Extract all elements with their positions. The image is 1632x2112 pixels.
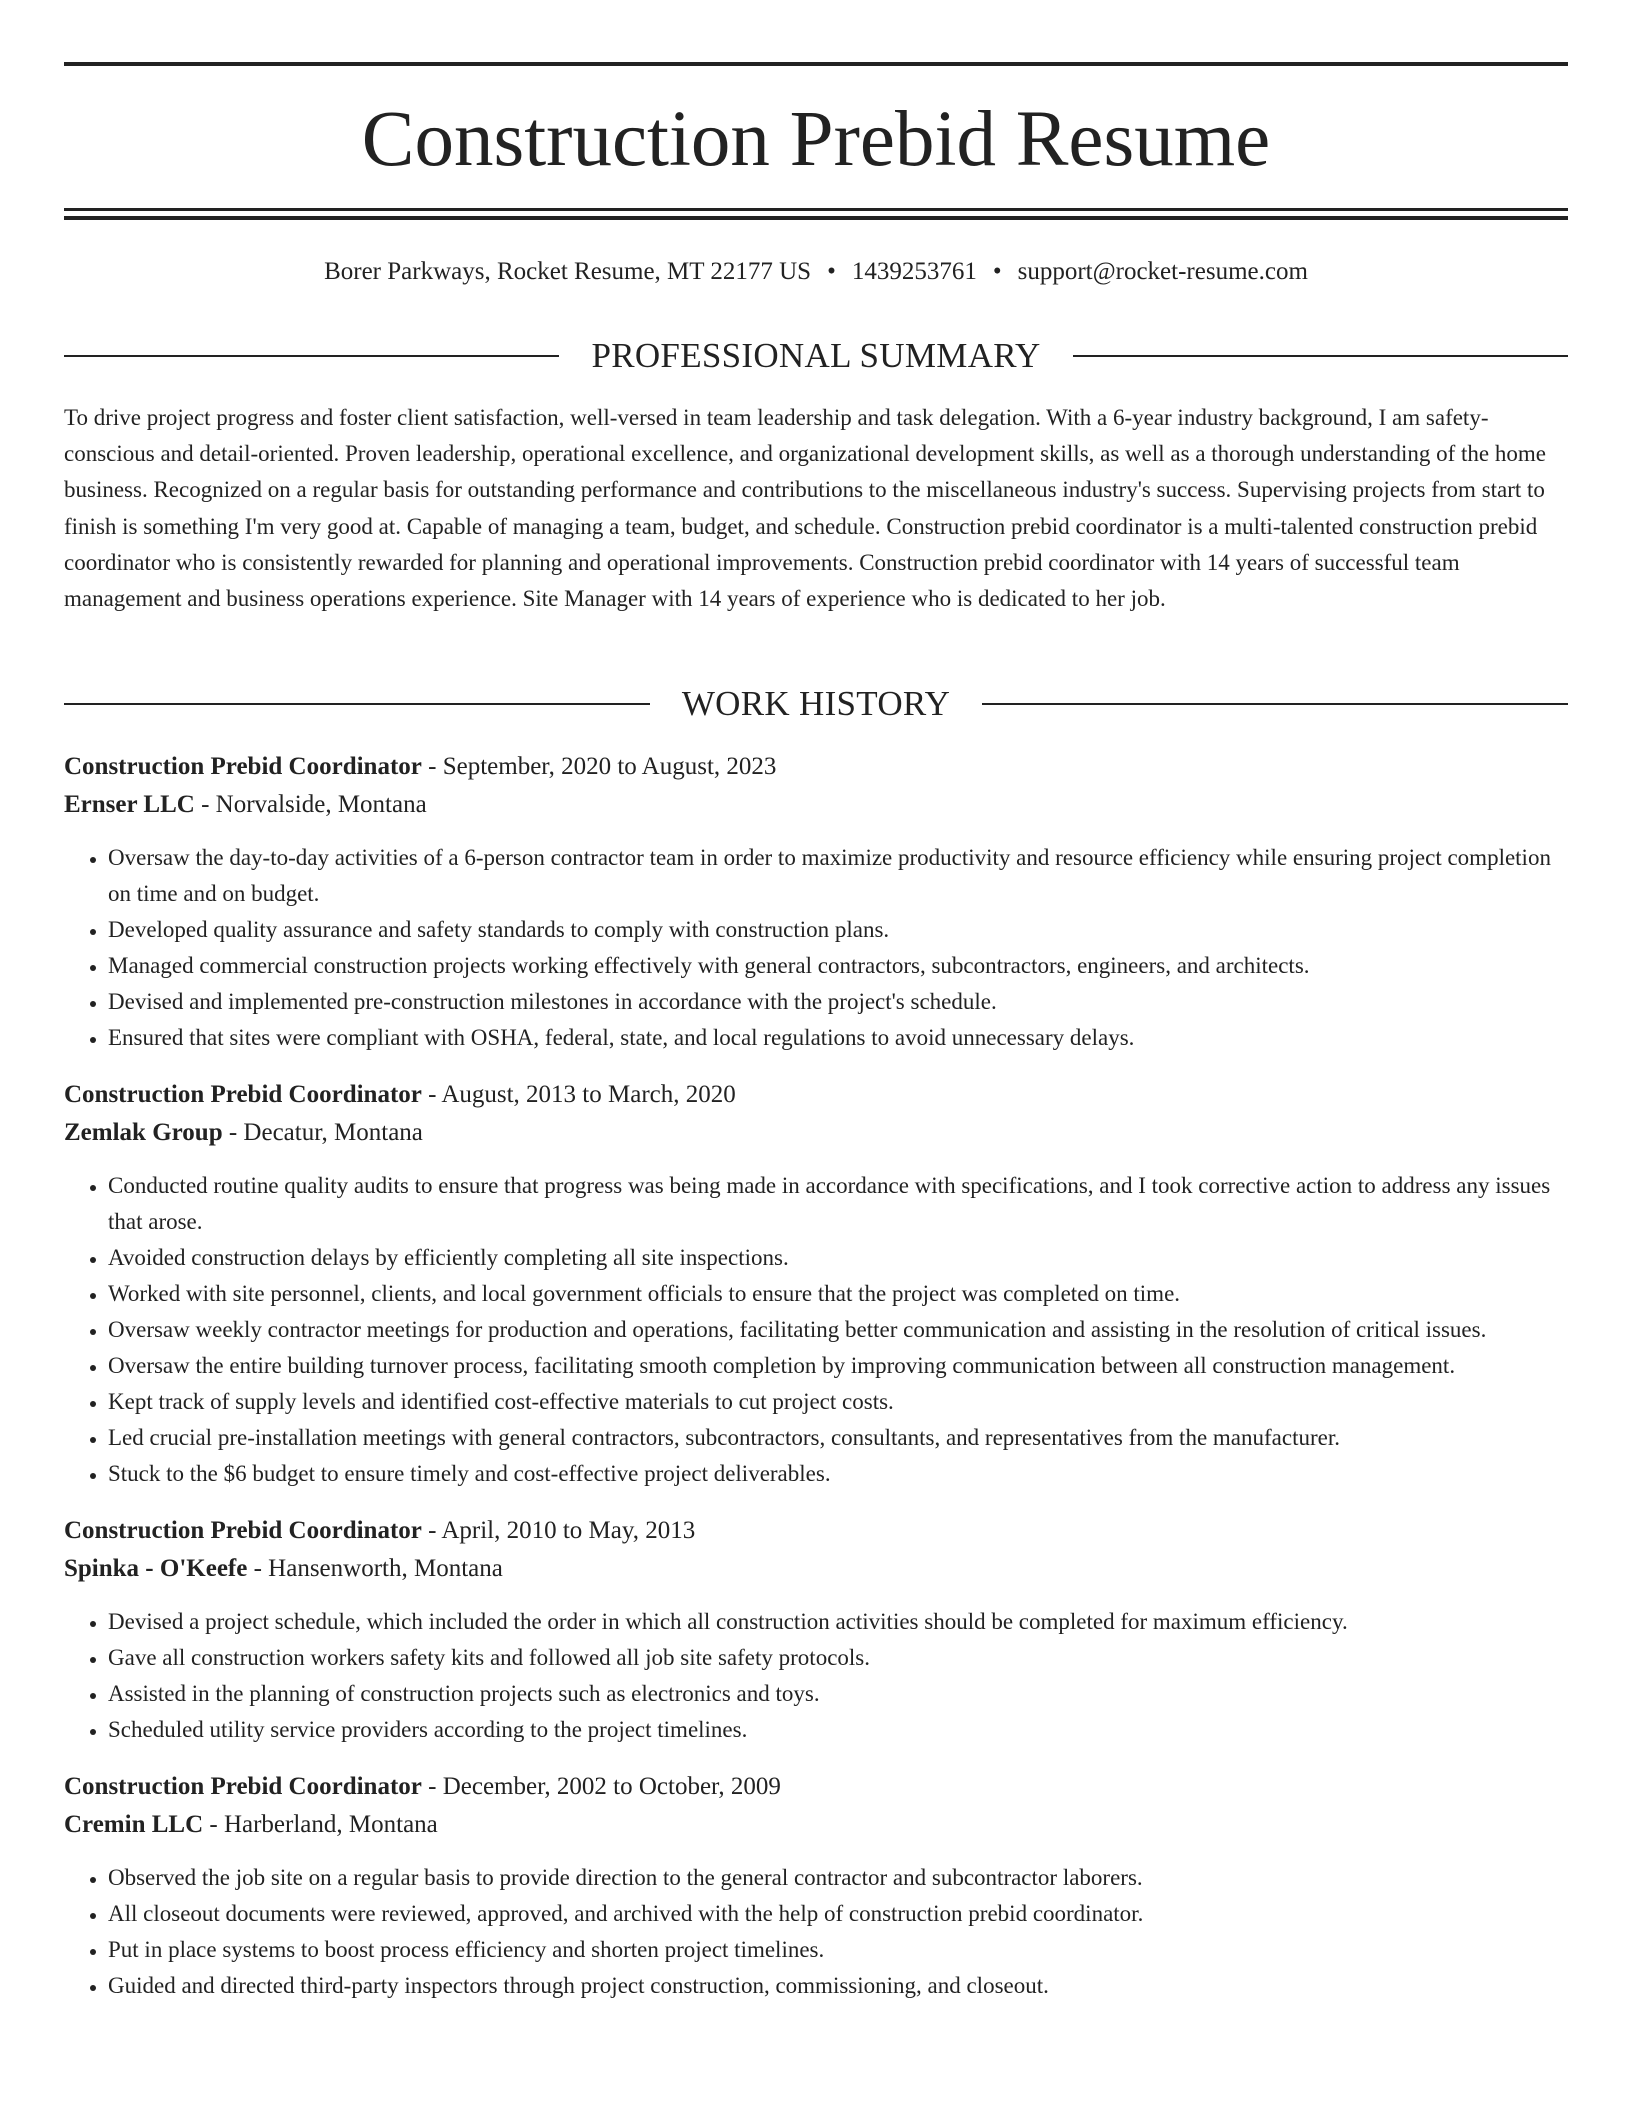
job-company-line: [64, 1114, 1568, 1152]
job-bullet: • Devised a project schedule, which included the order in which all construction activities should be completed for maximum efficiency.: [108, 1604, 1568, 1640]
job-bullet: • Observed the job site on a regular basis to provide direction to the general contractor and subcontractor laborers.: [108, 1860, 1568, 1896]
job-location: - Hansenworth, Montana: [247, 1555, 503, 1582]
summary-heading-label: PROFESSIONAL SUMMARY: [591, 336, 1041, 375]
job-title-line: [64, 1512, 1568, 1550]
contact-separator: •: [827, 258, 836, 285]
job-bullet-list: [64, 840, 1568, 1056]
job-bullet: • Conducted routine quality audits to ensure that progress was being made in accordance with specifications, and I took corrective action to address any issues that arose.: [108, 1168, 1568, 1240]
job-title: Construction Prebid Coordinator: [64, 1517, 422, 1544]
job-title-line: [64, 1076, 1568, 1114]
job-bullet: • Oversaw weekly contractor meetings for production and operations, facilitating better communication and assisting in the resolution of critical issues.: [108, 1312, 1568, 1348]
job-bullet: • Gave all construction workers safety kits and followed all job site safety protocols.: [108, 1640, 1568, 1676]
job-bullet: • Ensured that sites were compliant with OSHA, federal, state, and local regulations to avoid unnecessary delays.: [108, 1020, 1568, 1056]
job-bullet: • All closeout documents were reviewed, approved, and archived with the help of construction prebid coordinator.: [108, 1896, 1568, 1932]
job-bullet: • Developed quality assurance and safety standards to comply with construction plans.: [108, 912, 1568, 948]
job-bullet-list: [64, 1860, 1568, 2004]
job-title-line: [64, 748, 1568, 786]
job-company-line: [64, 1806, 1568, 1844]
job-bullet: • Worked with site personnel, clients, and local government officials to ensure that the project was completed on time.: [108, 1276, 1568, 1312]
job-bullet-list: [64, 1604, 1568, 1748]
job-company: Zemlak Group: [64, 1119, 223, 1146]
job-location: - Decatur, Montana: [222, 1119, 423, 1146]
job-bullet: • Kept track of supply levels and identified cost-effective materials to cut project costs.: [108, 1384, 1568, 1420]
job-dates: - September, 2020 to August, 2023: [421, 753, 777, 780]
job-bullet: • Avoided construction delays by efficiently completing all site inspections.: [108, 1240, 1568, 1276]
job-bullet: • Oversaw the day-to-day activities of a 6-person contractor team in order to maximize productivity and resource efficiency while ensuring project completion on time and on budget.: [108, 840, 1568, 912]
job-dates: - April, 2010 to May, 2013: [421, 1517, 696, 1544]
work-heading-label: WORK HISTORY: [681, 684, 951, 723]
work-history-list: [64, 748, 1568, 2024]
contact-email: support@rocket-resume.com: [1017, 258, 1308, 285]
professional-summary-text: To drive project progress and foster client satisfaction, well-versed in team leadership and task delegation. With a 6-year industry background, I am safety-conscious and detail-oriented. Proven leadership, operational excellence, and organizational development skills, as well as a thorough understanding of the home business. Recognized on a regular basis for outstanding performance and contributions to the miscellaneous industry's success. Supervising projects from start to finish is something I'm very good at. Capable of managing a team, budget, and schedule. Construction prebid coordinator is a multi-talented construction prebid coordinator who is consistently rewarded for planning and operational improvements. Construction prebid coordinator with 14 years of successful team management and business operations experience. Site Manager with 14 years of experience who is dedicated to her job.: [64, 405, 1546, 612]
job-company-line: [64, 786, 1568, 824]
header-top-rule: [64, 62, 1568, 66]
job-dates: - August, 2013 to March, 2020: [421, 1081, 736, 1108]
job-location: - Norvalside, Montana: [194, 791, 427, 818]
section-rule-right: [982, 703, 1568, 705]
job-location: - Harberland, Montana: [203, 1811, 438, 1838]
job-bullet: • Led crucial pre-installation meetings with general contractors, subcontractors, consultants, and representatives from the manufacturer.: [108, 1420, 1568, 1456]
job-entry: [64, 1768, 1568, 2004]
job-bullet: • Assisted in the planning of construction projects such as electronics and toys.: [108, 1676, 1568, 1712]
contact-phone: 1439253761: [851, 258, 977, 285]
job-bullet: • Oversaw the entire building turnover process, facilitating smooth completion by improving communication between all construction management.: [108, 1348, 1568, 1384]
job-bullet-list: [64, 1168, 1568, 1492]
job-bullet: • Devised and implemented pre-construction milestones in accordance with the project's schedule.: [108, 984, 1568, 1020]
job-entry: [64, 748, 1568, 1056]
section-rule-left: [64, 355, 559, 357]
job-company-line: [64, 1550, 1568, 1588]
job-company: Ernser LLC: [64, 791, 195, 818]
summary-section-heading: [64, 334, 1568, 378]
job-title: Construction Prebid Coordinator: [64, 753, 422, 780]
job-title: Construction Prebid Coordinator: [64, 1773, 422, 1800]
job-bullet: • Scheduled utility service providers according to the project timelines.: [108, 1712, 1568, 1748]
job-entry: [64, 1076, 1568, 1492]
resume-title: Construction Prebid Resume: [361, 96, 1271, 183]
job-bullet: • Managed commercial construction projects working effectively with general contractors, subcontractors, engineers, and architects.: [108, 948, 1568, 984]
job-bullet: • Stuck to the $6 budget to ensure timely and cost-effective project deliverables.: [108, 1456, 1568, 1492]
job-title: Construction Prebid Coordinator: [64, 1081, 422, 1108]
work-section-heading: [64, 682, 1568, 726]
job-bullet: • Put in place systems to boost process efficiency and shorten project timelines.: [108, 1932, 1568, 1968]
section-rule-right: [1073, 355, 1568, 357]
header-double-rule-upper: [64, 208, 1568, 211]
job-bullet: • Guided and directed third-party inspectors through project construction, commissioning, and closeout.: [108, 1968, 1568, 2004]
header-double-rule-lower: [64, 216, 1568, 220]
contact-address: Borer Parkways, Rocket Resume, MT 22177 US: [324, 258, 812, 285]
contact-separator: •: [992, 258, 1002, 285]
job-title-line: [64, 1768, 1568, 1806]
contact-line: [64, 254, 1568, 290]
job-dates: - December, 2002 to October, 2009: [421, 1773, 781, 1800]
job-entry: [64, 1512, 1568, 1748]
job-company: Cremin LLC: [64, 1811, 204, 1838]
section-rule-left: [64, 703, 650, 705]
job-company: Spinka - O'Keefe: [64, 1555, 248, 1582]
